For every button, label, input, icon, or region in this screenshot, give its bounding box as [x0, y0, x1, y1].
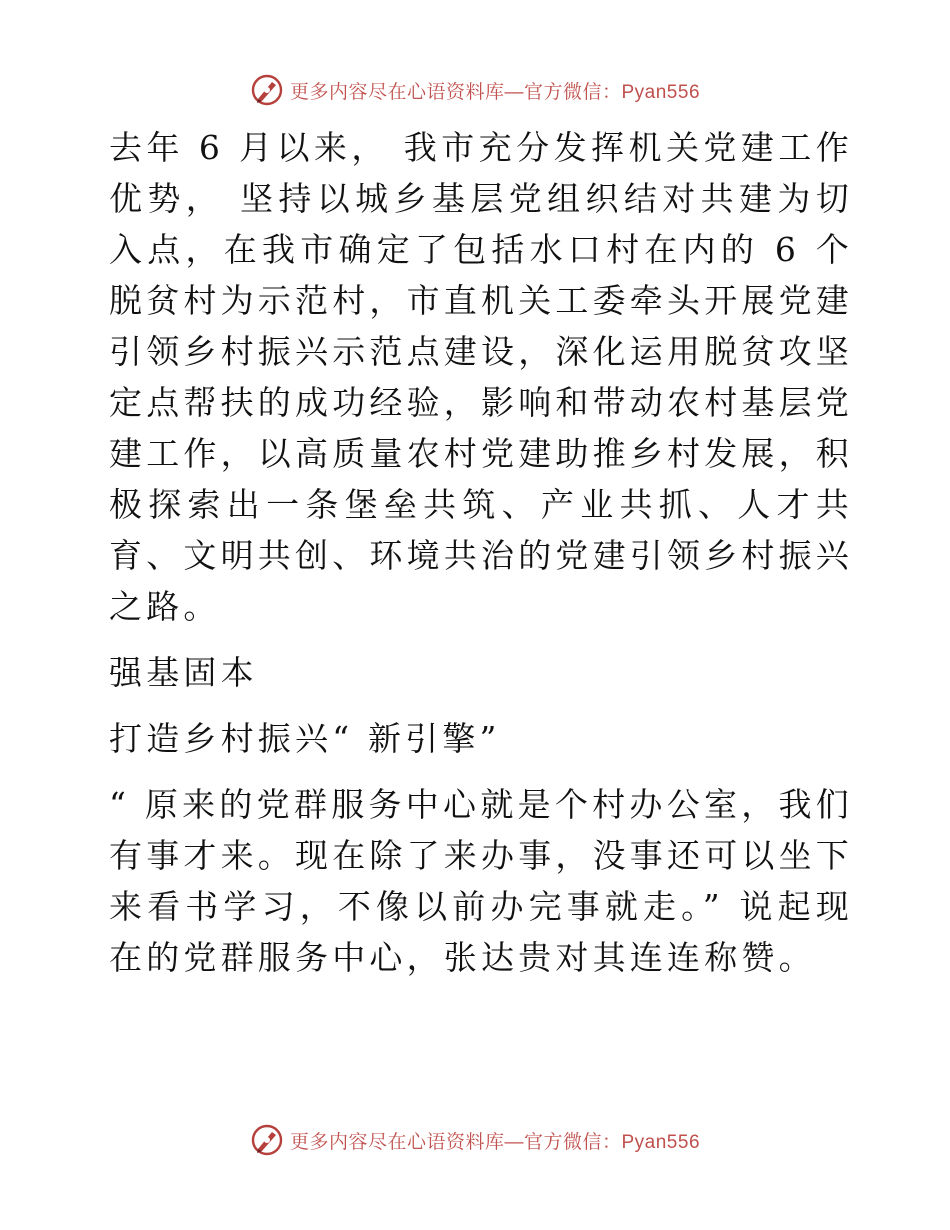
article-paragraph: 去年 6 月以来， 我市充分发挥机关党建工作优势， 坚持以城乡基层党组织结对共建为切入点，在我市确定了包括水口村在内的 6 个脱贫村为示范村，市直机关工委牵头开展党建引领乡村振兴示范点建设，深化运用脱贫攻坚定点帮扶的成功经验，影响和带动农村基层党建工作，以高质量农村党建助推乡村发展，积极探索出一条堡垒共筑、产业共抓、人才共育、文明共创、环境共治的党建引领乡村振兴之路。: [109, 128, 853, 626]
footer-watermark: [0, 1120, 950, 1160]
watermark-text: 更多内容尽在心语资料库—官方微信：Pyan556: [289, 81, 701, 103]
section-subheading: 打造乡村振兴“ 新引擎”: [109, 719, 501, 758]
section-heading: 强基固本: [109, 653, 258, 692]
header-watermark: [0, 70, 950, 110]
article-paragraph: “ 原来的党群服务中心就是个村办公室，我们有事才来。现在除了来办事，没事还可以坐下来看书学习，不像以前办完事就走。” 说起现在的党群服务中心，张达贵对其连连称赞。: [109, 785, 853, 977]
red-pen-circle-logo-icon: [250, 1123, 284, 1157]
watermark-text: 更多内容尽在心语资料库—官方微信：Pyan556: [289, 1131, 701, 1153]
red-pen-circle-logo-icon: [250, 73, 284, 107]
article-body: [97, 122, 853, 983]
